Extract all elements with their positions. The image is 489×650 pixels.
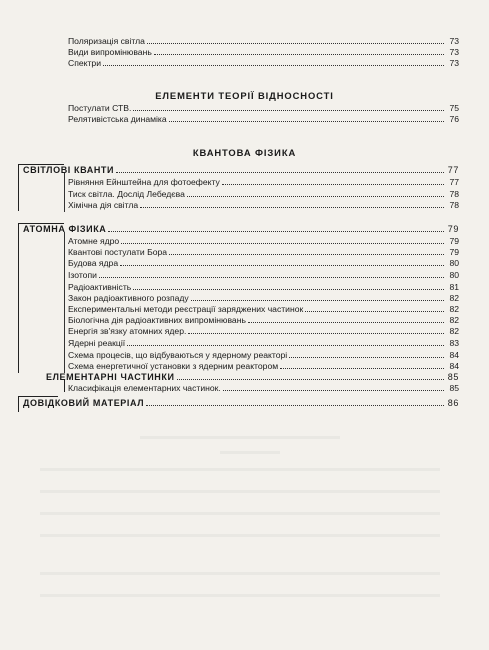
toc-entry-label: Енергія зв'язку атомних ядер.	[68, 326, 187, 336]
toc-entry-label: Спектри	[68, 58, 102, 68]
toc-entry-isotopes[interactable]	[68, 270, 459, 280]
dot-leader	[222, 177, 444, 185]
dot-leader	[305, 304, 444, 312]
bleed-through-shadow	[140, 436, 340, 439]
toc-entry-page: 83	[449, 338, 459, 348]
toc-section-title: ДОВІДКОВИЙ МАТЕРІАЛ	[23, 398, 145, 408]
toc-entry-page: 82	[449, 315, 459, 325]
bleed-through-shadow	[40, 594, 440, 597]
toc-entry-page: 80	[449, 270, 459, 280]
toc-section-elementary[interactable]	[46, 372, 459, 382]
toc-entry-einstein-equation[interactable]	[68, 177, 459, 187]
toc-entry-page: 80	[449, 258, 459, 268]
divider-line	[18, 396, 58, 397]
toc-entry-bohr-postulates[interactable]	[68, 247, 459, 257]
toc-entry-page: 82	[449, 293, 459, 303]
toc-entry-page: 79	[449, 247, 459, 257]
toc-entry-decay-law[interactable]	[68, 293, 459, 303]
dot-leader	[248, 315, 444, 323]
toc-entry-biological-effects[interactable]	[68, 315, 459, 325]
toc-entry-page: 79	[447, 224, 459, 234]
dot-leader	[99, 270, 444, 278]
toc-entry-label: Радіоактивність	[68, 282, 132, 292]
dot-leader	[120, 258, 444, 266]
dot-leader	[133, 282, 444, 290]
toc-section-title: ЕЛЕМЕНТАРНІ ЧАСТИНКИ	[46, 372, 175, 382]
toc-entry-page: 77	[447, 165, 459, 175]
toc-entry-page: 78	[449, 189, 459, 199]
bracket-line	[64, 380, 65, 392]
dot-leader	[140, 200, 444, 208]
toc-entry-radiation-types[interactable]	[68, 47, 459, 57]
toc-entry-detection-methods[interactable]	[68, 304, 459, 314]
toc-entry-reactor-processes[interactable]	[68, 350, 459, 360]
toc-entry-nucleus-structure[interactable]	[68, 258, 459, 268]
toc-section-atomic[interactable]	[23, 224, 459, 234]
toc-entry-label: Схема процесів, що відбуваються у ядерному реакторі	[68, 350, 288, 360]
dot-leader	[187, 189, 444, 197]
dot-leader	[127, 338, 444, 346]
toc-entry-label: Тиск світла. Дослід Лебедєва	[68, 189, 185, 199]
toc-entry-polarization[interactable]	[68, 36, 459, 46]
toc-entry-page: 85	[449, 383, 459, 393]
toc-entry-page: 75	[449, 103, 459, 113]
toc-entry-label: Схема енергетичної установки з ядерним реактором	[68, 361, 279, 371]
toc-section-title: АТОМНА ФІЗИКА	[23, 224, 107, 234]
toc-entry-relativistic-dynamics[interactable]	[68, 114, 459, 124]
toc-entry-str-postulates[interactable]	[68, 103, 459, 113]
toc-section-title: СВІТЛОВІ КВАНТИ	[23, 165, 115, 175]
bleed-through-shadow	[40, 490, 440, 493]
toc-entry-label: Види випромінювань	[68, 47, 152, 57]
bracket-line	[18, 396, 19, 412]
toc-entry-label: Хімічна дія світла	[68, 200, 139, 210]
toc-entry-label: Ядерні реакції	[68, 338, 126, 348]
toc-entry-label: Класифікація елементарних частинок.	[68, 383, 221, 393]
bracket-line	[64, 232, 65, 373]
section-heading-quantum: КВАНТОВА ФІЗИКА	[192, 147, 297, 158]
toc-entry-atomic-nucleus[interactable]	[68, 236, 459, 246]
dot-leader	[133, 103, 444, 111]
toc-entry-page: 81	[449, 282, 459, 292]
dot-leader	[289, 350, 444, 358]
toc-entry-light-pressure[interactable]	[68, 189, 459, 199]
toc-entry-label: Рівняння Ейнштейна для фотоефекту	[68, 177, 220, 187]
bracket-line	[18, 223, 19, 373]
toc-entry-particle-classification[interactable]	[68, 383, 459, 393]
toc-entry-label: Біологічна дія радіоактивних випромінювань	[68, 315, 246, 325]
toc-entry-page: 79	[449, 236, 459, 246]
dot-leader	[146, 398, 444, 406]
dot-leader	[169, 247, 444, 255]
toc-entry-page: 73	[449, 36, 459, 46]
dot-leader	[280, 361, 444, 369]
toc-entry-chemical-action[interactable]	[68, 200, 459, 210]
bleed-through-shadow	[40, 572, 440, 575]
dot-leader	[108, 224, 444, 232]
toc-entry-page: 84	[449, 350, 459, 360]
toc-entry-label: Релятивістська динаміка	[68, 114, 167, 124]
bracket-line	[18, 164, 19, 211]
dot-leader	[147, 36, 444, 44]
toc-entry-label: Постулати СТВ.	[68, 103, 132, 113]
toc-entry-page: 78	[449, 200, 459, 210]
toc-entry-nuclear-reactions[interactable]	[68, 338, 459, 348]
toc-entry-label: Експериментальні методи реєстрації заряджених частинок	[68, 304, 304, 314]
toc-entry-label: Атомне ядро	[68, 236, 120, 246]
dot-leader	[121, 236, 444, 244]
section-heading-relativity: ЕЛЕМЕНТИ ТЕОРІЇ ВІДНОСНОСТІ	[155, 90, 334, 101]
toc-entry-radioactivity[interactable]	[68, 282, 459, 292]
dot-leader	[154, 47, 444, 55]
toc-section-reference[interactable]	[23, 398, 459, 408]
toc-entry-page: 76	[449, 114, 459, 124]
toc-section-light-quanta[interactable]	[23, 165, 459, 175]
bleed-through-shadow	[40, 468, 440, 471]
toc-entry-page: 77	[449, 177, 459, 187]
toc-entry-page: 85	[447, 372, 459, 382]
dot-leader	[177, 372, 444, 380]
toc-entry-page: 82	[449, 304, 459, 314]
toc-entry-page: 73	[449, 58, 459, 68]
bracket-line	[64, 173, 65, 212]
toc-entry-label: Закон радіоактивного розпаду	[68, 293, 189, 303]
toc-entry-page: 73	[449, 47, 459, 57]
toc-entry-binding-energy[interactable]	[68, 326, 459, 336]
bleed-through-shadow	[40, 534, 440, 537]
toc-entry-label: Ізотопи	[68, 270, 97, 280]
bleed-through-shadow	[40, 512, 440, 515]
dot-leader	[169, 114, 444, 122]
toc-entry-page: 86	[447, 398, 459, 408]
dot-leader	[103, 58, 444, 66]
toc-entry-page: 82	[449, 326, 459, 336]
toc-entry-reactor-plant[interactable]	[68, 361, 459, 371]
toc-entry-spectra[interactable]	[68, 58, 459, 68]
bleed-through-shadow	[220, 451, 280, 454]
toc-entry-label: Квантові постулати Бора	[68, 247, 168, 257]
toc-entry-label: Будова ядра	[68, 258, 119, 268]
toc-entry-page: 84	[449, 361, 459, 371]
dot-leader	[116, 165, 444, 173]
dot-leader	[188, 326, 444, 334]
dot-leader	[223, 383, 444, 391]
toc-entry-label: Поляризація світла	[68, 36, 145, 46]
dot-leader	[191, 293, 444, 301]
